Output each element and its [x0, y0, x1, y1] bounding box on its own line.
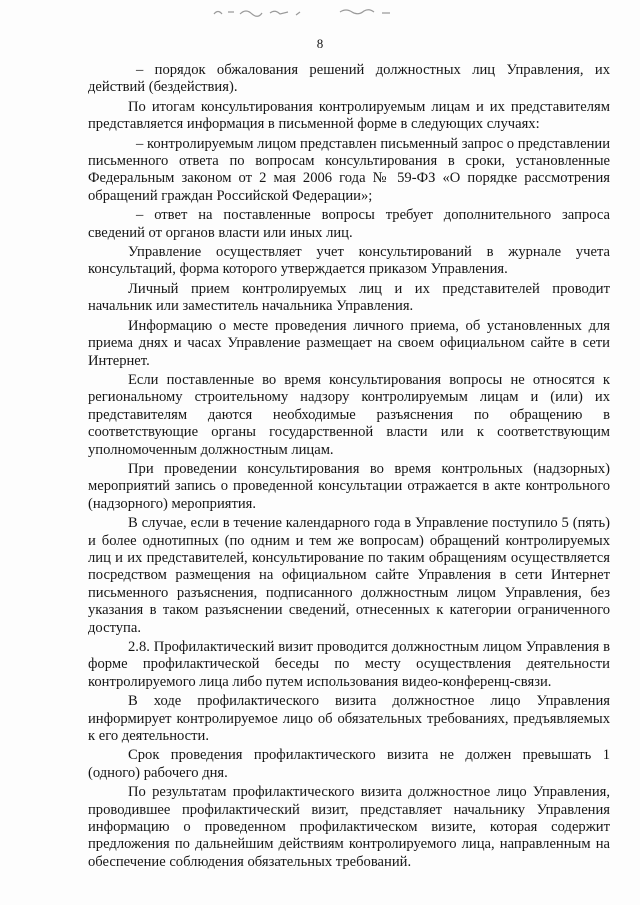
document-body	[88, 62, 610, 873]
paragraph-consultation-journal: Управление осуществляет учет консультирований в журнале учета консультаций, форма которого утверждается приказом Управления.	[88, 244, 610, 278]
paragraph-preventive-visit: 2.8. Профилактический визит проводится должностным лицом Управления в форме профилактической беседы по месту осуществления деятельности контролируемого лица либо путем использования видео-конференц-связи.	[88, 639, 610, 690]
scan-smudge	[210, 6, 410, 18]
paragraph-reception-info: Информацию о месте проведения личного приема, об установленных для приема днях и часах Управление размещает на своем официальном сайте в сети Интернет.	[88, 317, 610, 369]
paragraph-repeated-requests: В случае, если в течение календарного года в Управление поступило 5 (пять) и более однотипных (по одним и тем же вопросам) обращений контролируемых лиц и их представителей, консультирование по таким обращениям осуществляется посредством размещения на официальном сайте Управления в сети Интернет письменного разъяснения, подписанного должностным лицом Управления, без указания в таком разъяснении сведений, отнесенных к категории ограниченного доступа.	[88, 515, 610, 636]
paragraph-additional-request: – ответ на поставленные вопросы требует дополнительного запроса сведений от органов власти или иных лиц.	[88, 207, 610, 241]
paragraph-written-request: – контролируемым лицом представлен письменный запрос о представлении письменного ответа по вопросам консультирования в сроки, установленные Федеральным законом от 2 мая 2006 года № 59-ФЗ «О порядке рассмотрения обращений граждан Российской Федерации»;	[88, 135, 610, 204]
paragraph-visit-informing: В ходе профилактического визита должностное лицо Управления информирует контролируемое лицо об обязательных требованиях, предъявляемых к его деятельности.	[88, 693, 610, 745]
paragraph-appeal-procedure: – порядок обжалования решений должностных лиц Управления, их действий (бездействия).	[88, 62, 610, 96]
paragraph-visit-duration: Срок проведения профилактического визита не должен превышать 1 (одного) рабочего дня.	[88, 747, 610, 781]
paragraph-personal-reception: Личный прием контролируемых лиц и их представителей проводит начальник или заместитель начальника Управления.	[88, 280, 610, 315]
paragraph-consultation-record: При проведении консультирования во время контрольных (надзорных) мероприятий запись о проведенной консультации отражается в акте контрольного (надзорного) мероприятия.	[88, 460, 610, 512]
paragraph-visit-results: По результатам профилактического визита должностное лицо Управления, проводившее профилактический визит, представляет начальнику Управления информацию о проведенном профилактическом визите, которая содержит предложения по дальнейшим действиям контролируемого лица, направленным на обеспечение соблюдения обязательных требований.	[88, 784, 610, 870]
page-number: 8	[316, 36, 324, 51]
paragraph-unrelated-questions: Если поставленные во время консультирования вопросы не относятся к региональному строительному надзору контролируемым лицам и (или) их представителям даются необходимые разъяснения по обращению в соответствующие органы государственной власти или к соответствующим уполномоченным должностным лицам.	[88, 371, 610, 458]
paragraph-written-info-cases: По итогам консультирования контролируемым лицам и их представителям представляется информация в письменной форме в следующих случаях:	[88, 98, 610, 133]
